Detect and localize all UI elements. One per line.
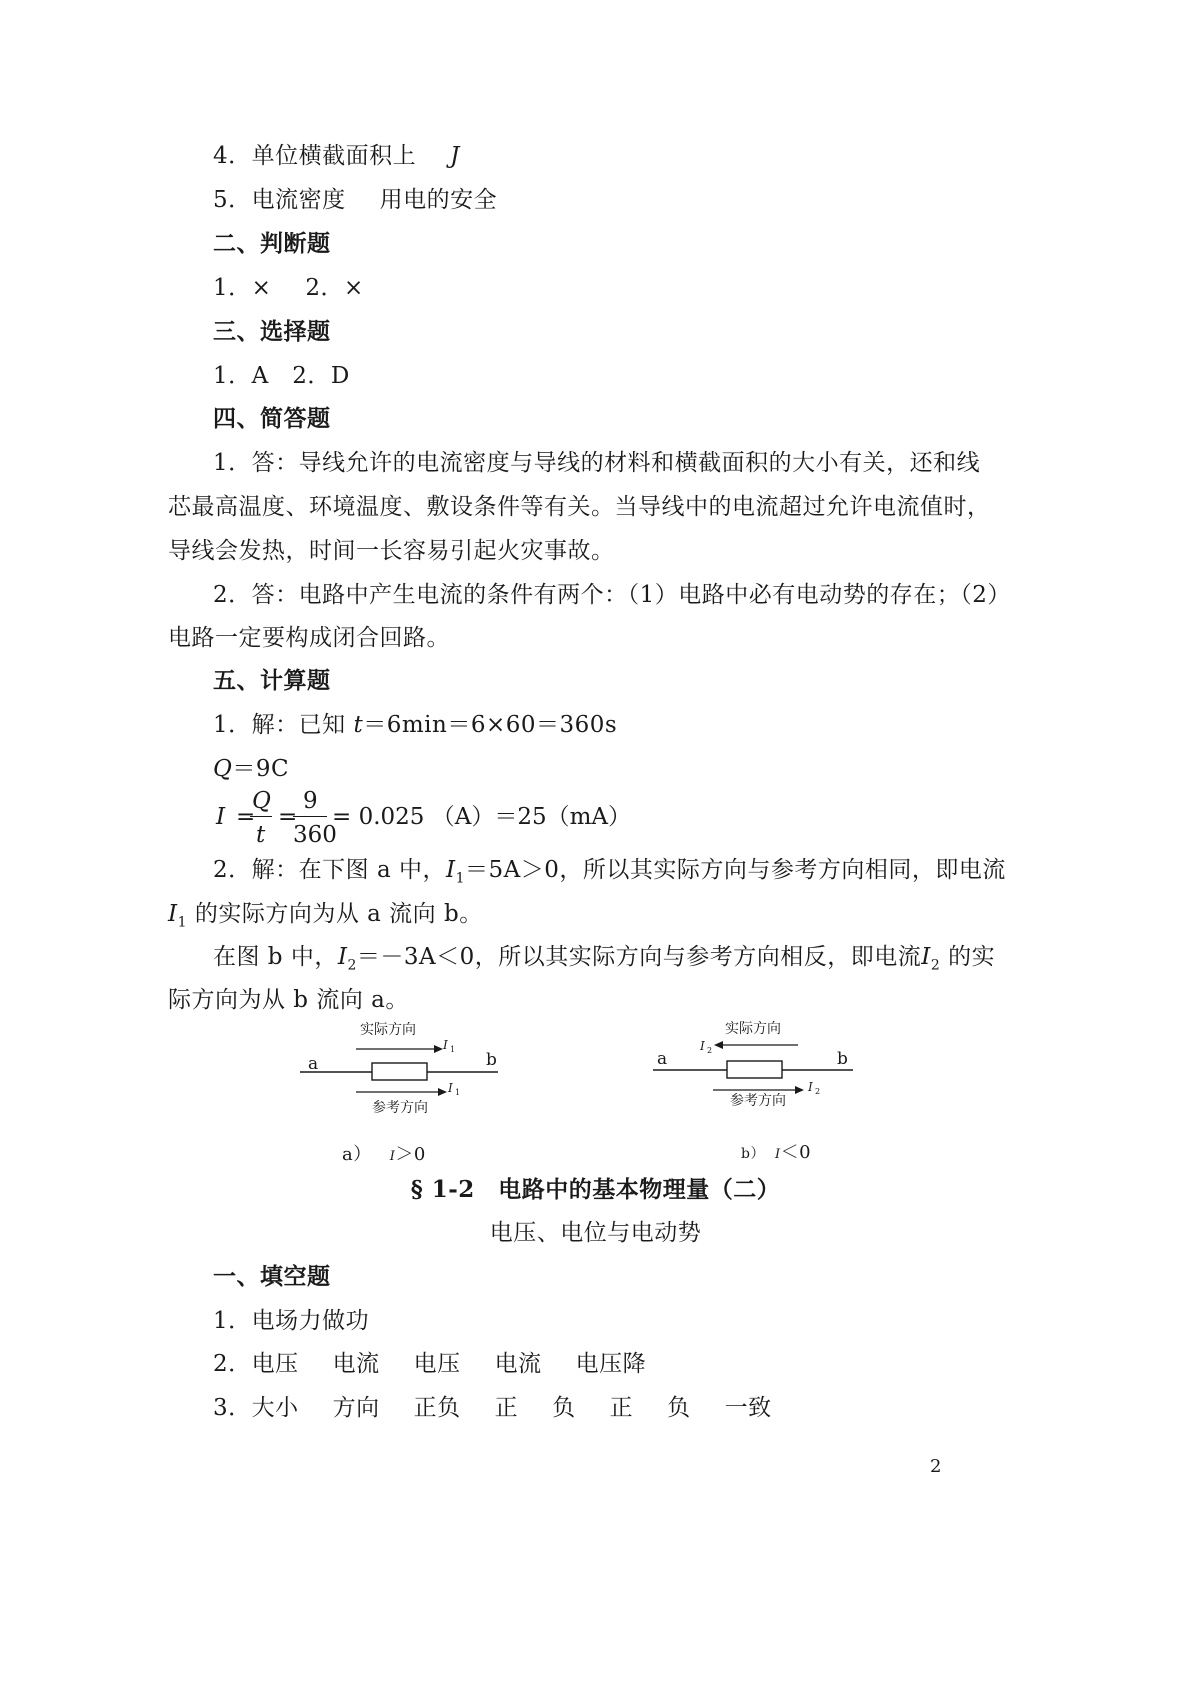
answer-text: 方向 — [332, 1395, 380, 1421]
label-I: I — [700, 1039, 705, 1053]
answer-text: ＝5A＞0，所以其实际方向与参考方向相同，即电流 — [464, 857, 1006, 883]
label-subscript: 2 — [707, 1046, 713, 1055]
answer-text: ＝6min＝6×60＝360s — [363, 712, 618, 738]
answer-text: ＝－3A＜0，所以其实际方向与参考方向相反，即电流 — [356, 944, 922, 970]
label-reference-direction: 参考方向 — [730, 1093, 786, 1109]
eq-denominator: 360 — [293, 822, 337, 848]
fraction-bar — [250, 816, 272, 817]
answer-text: 一致 — [724, 1395, 772, 1421]
eq-denominator: t — [256, 822, 266, 848]
arrowhead — [438, 1088, 447, 1096]
eq-numerator: 9 — [303, 788, 318, 814]
symbol-Q: Q — [213, 756, 233, 782]
calc-line-q — [213, 754, 289, 784]
caption-text: b） — [741, 1146, 765, 1162]
calc-line-1 — [213, 710, 617, 740]
answer-text: 1．× — [213, 275, 272, 301]
answer-text: 2．解：在下图 a 中， — [213, 857, 446, 883]
paragraph-line: 芯最高温度、环境温度、敷设条件等有关。当导线中的电流超过允许电流值时， — [168, 494, 991, 520]
answer-text: 正负 — [413, 1395, 461, 1421]
answer-line-4 — [213, 141, 460, 171]
calc-line-3 — [168, 899, 483, 938]
eq-I: I — [216, 804, 226, 830]
fill-answer-1: 1．电场力做功 — [213, 1308, 370, 1334]
subscript: 1 — [177, 914, 188, 931]
label-I: I — [808, 1080, 813, 1094]
answer-text: 电流 — [494, 1351, 542, 1377]
section-heading-fill: 一、填空题 — [213, 1263, 331, 1290]
symbol-I: I — [389, 1149, 396, 1164]
subscript: 1 — [455, 870, 465, 887]
fraction-bar — [293, 816, 327, 817]
caption-a — [342, 1140, 426, 1172]
answer-text: ＝9C — [232, 756, 290, 782]
section-heading-short: 四、简答题 — [213, 405, 331, 432]
resistor — [372, 1063, 427, 1080]
symbol-I: I — [445, 857, 456, 883]
answer-text: 电压 — [413, 1351, 461, 1377]
paragraph-line: 电路一定要构成闭合回路。 — [168, 625, 450, 651]
label-actual-direction: 实际方向 — [725, 1021, 781, 1037]
eq-result: = 0.025 （A）＝25（mA） — [332, 804, 632, 830]
answer-text: 的实 — [940, 944, 996, 970]
section-heading-choice: 三、选择题 — [213, 318, 331, 345]
terminal-b: b — [486, 1050, 497, 1070]
paragraph-line: 2．答：电路中产生电流的条件有两个：（1）电路中必有电动势的存在；（2） — [213, 582, 1011, 608]
label-subscript: 2 — [815, 1087, 821, 1096]
label-subscript: 1 — [455, 1088, 461, 1097]
caption-text: a） — [342, 1144, 372, 1165]
calc-line-5: 际方向为从 b 流向 a。 — [168, 987, 409, 1013]
symbol-J: J — [450, 143, 460, 169]
judge-answers — [213, 273, 364, 303]
label-reference-direction: 参考方向 — [372, 1100, 428, 1116]
answer-text: 4．单位横截面积上 — [213, 143, 417, 169]
subscript: 2 — [347, 957, 357, 974]
resistor — [727, 1061, 782, 1078]
circuit-figure-b — [645, 1012, 865, 1117]
symbol-I: I — [774, 1147, 781, 1162]
answer-text: 5．电流密度 — [213, 187, 346, 213]
label-subscript: 1 — [450, 1045, 456, 1054]
terminal-a: a — [657, 1049, 668, 1069]
arrowhead — [795, 1086, 804, 1094]
circuit-figure-a — [290, 1015, 530, 1120]
section-heading-judge: 二、判断题 — [213, 230, 331, 257]
symbol-I: I — [337, 944, 348, 970]
fill-answer-2 — [213, 1349, 646, 1379]
label-actual-direction: 实际方向 — [360, 1022, 416, 1038]
answer-text: 2．× — [305, 275, 364, 301]
answer-text: 在图 b 中， — [213, 944, 338, 970]
answer-text: 1．解：已知 — [213, 712, 346, 738]
calc-line-4 — [213, 942, 995, 981]
page-number: 2 — [930, 1456, 942, 1477]
answer-text: 电流 — [332, 1351, 380, 1377]
terminal-b: b — [837, 1049, 848, 1069]
answer-text: 3．大小 — [213, 1395, 299, 1421]
caption-text: ＞0 — [395, 1144, 426, 1165]
symbol-t: t — [353, 712, 364, 738]
fill-answer-3 — [213, 1393, 772, 1423]
eq-numerator: Q — [252, 788, 271, 814]
label-I: I — [448, 1081, 453, 1095]
answer-text: 2．电压 — [213, 1351, 299, 1377]
eq-equals: = — [278, 804, 298, 830]
paragraph-line: 1．答：导线允许的电流密度与导线的材料和横截面积的大小有关，还和线 — [213, 450, 981, 476]
answer-text: 的实际方向为从 a 流向 b。 — [187, 901, 483, 927]
caption-b — [741, 1138, 811, 1170]
paragraph-line: 导线会发热，时间一长容易引起火灾事故。 — [168, 538, 615, 564]
answer-text: 正 — [609, 1395, 634, 1421]
subscript: 2 — [930, 957, 941, 974]
label-I: I — [443, 1038, 448, 1052]
arrowhead — [714, 1041, 723, 1049]
section-subtitle: 电压、电位与电动势 — [489, 1220, 702, 1246]
answer-text: 负 — [667, 1395, 691, 1421]
choice-answers: 1．A 2．D — [213, 363, 350, 389]
answer-text: 电压降 — [575, 1351, 647, 1377]
section-title: § 1-2 电路中的基本物理量（二） — [410, 1176, 781, 1203]
symbol-I: I — [168, 901, 178, 927]
terminal-a: a — [308, 1054, 319, 1074]
symbol-I: I — [921, 944, 931, 970]
section-heading-calc: 五、计算题 — [213, 667, 331, 694]
eq-equals: = — [236, 804, 256, 830]
answer-text: 正 — [494, 1395, 519, 1421]
answer-text: 用电的安全 — [379, 187, 498, 213]
caption-text: ＜0 — [780, 1142, 812, 1163]
answer-line-5 — [213, 185, 497, 215]
calc-line-2 — [213, 855, 1006, 894]
answer-text: 负 — [552, 1395, 576, 1421]
arrowhead — [434, 1045, 443, 1053]
